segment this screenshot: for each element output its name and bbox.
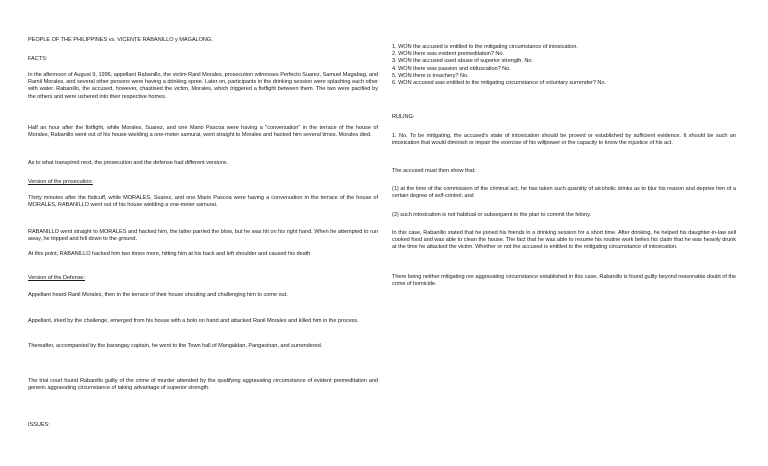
issue-item: 6. WON accused was entitled to the mitigating circumstance of voluntary surrender? No. [392,80,606,87]
ruling-paragraph-6: There being neither mitigating nor aggravating circumstance established in this case, Rabanillo is found guilty beyond reasonable doubt of the crime of homicide. [392,274,736,288]
facts-heading: FACTS: [28,56,48,62]
issue-item: 1. WON the accused is entitled to the mitigating circumstance of intoxication. [392,44,578,50]
facts-paragraph-1: In the afternoon of August 9, 1996, appellant Rabanillo, the victim Ranil Morales, prosecution witnesses Perfecto Suarez, Samuel Magabag, and Ramil Morales, and several other persons were having a drinking spree. Later on, participants in the drinking session were splashing each other with water. Rabanillo, the accused, however, chastised the victim, Morales, which triggered a fistfight between them. The two were pacified by the others and were ushered into their respective homes. [28,72,378,100]
issue-item: 4. WON there was passion and obfuscation? No. [392,65,511,72]
defense-paragraph-2: Appellant, irked by the challenge, emerged from his house with a bolo on hand and attacked Ranil Morales and killed him in the process. [28,318,359,324]
issue-item: 2. WON there was evident premeditation? No. [392,51,504,58]
defense-paragraph-3: Thereafter, accompanied by the barangay captain, he went to the Town hall of Mangaldan, Pangasinan, and surrendered. [28,343,323,349]
ruling-paragraph-3: (1) at the time of the commission of the criminal act, he has taken such quantity of alcoholic drinks as to blur his reason and deprive him of a certain degree of self-control; and [392,186,736,200]
issues-heading: ISSUES: [28,422,50,428]
prosecution-paragraph-1: Thirty minutes after the fisticuff, while MORALES, Suarez, and one Mario Pascoa were having a conversation in the terrace of the house of MORALES, RABANILLO went out of his house wielding a one-meter samurai. [28,195,378,209]
prosecution-paragraph-3: At this point, RABANILLO hacked him two times more, hitting him at his back and left shoulder and caused his death [28,251,311,257]
case-title: PEOPLE OF THE PHILIPPINES vs. VICENTE RABANILLO y MAGALONG. [28,37,213,43]
ruling-heading: RULING: [392,114,415,120]
facts-paragraph-2: Half an hour after the fistfight, while Morales, Suarez, and one Mario Pascoa were having a "conversation" in the terrace of the house of Morales, Rabanillo went out of his house wielding a one-meter samurai, went straight to Morales and hacked him several times. Morales died. [28,125,378,139]
trial-court-paragraph: The trial court found Rabanillo guilty of the crime of murder attended by the qualifying aggravating circumstance of evident premeditation and generic aggravating circumstance of taking advantage of superior strength. [28,378,378,392]
defense-paragraph-1: Appellant heard Ranil Morales, then in the terrace of their house shouting and challenging him to come out. [28,292,288,298]
ruling-paragraph-5: In this case, Rabanillo stated that he joined his friends in a drinking session for a short time. After drinking, he helped his daughter-in-law sell cooked food and was able to clean the house. The fact that he was able to resume his routine work belies his claim that he was heavily drunk at the time he attacked the victim. Whether or not the accused is entitled to the mitigating circumstance of intoxication. [392,230,736,251]
issue-item: 3. WON the accused used abuse of superior strength. No. [392,58,533,65]
issues-list [392,44,736,87]
ruling-paragraph-4: (2) such intoxication is not habitual or subsequent to the plan to commit the felony. [392,212,592,218]
defense-version-heading: Version of the Defense: [28,275,85,281]
ruling-paragraph-1: 1. No. To be mitigating, the accused's state of intoxication should be proved or established by sufficient evidence. It should be such an intoxication that would diminish or impair the exercise of his willpower or the capacity to know the injustice of his act. [392,133,736,147]
issue-item: 5. WON there is treachery? No. [392,72,469,79]
facts-paragraph-3: As to what transpired next, the prosecution and the defense had different versions. [28,160,229,166]
ruling-paragraph-2: The accused must then show that: [392,168,476,174]
prosecution-version-heading: Version of the prosecution: [28,179,93,185]
prosecution-paragraph-2: RABANILLO went straight to MORALES and hacked him, the latter parried the blow, but he was hit on his right hand. When he attempted to run away, he tripped and fell down to the ground. [28,229,378,243]
